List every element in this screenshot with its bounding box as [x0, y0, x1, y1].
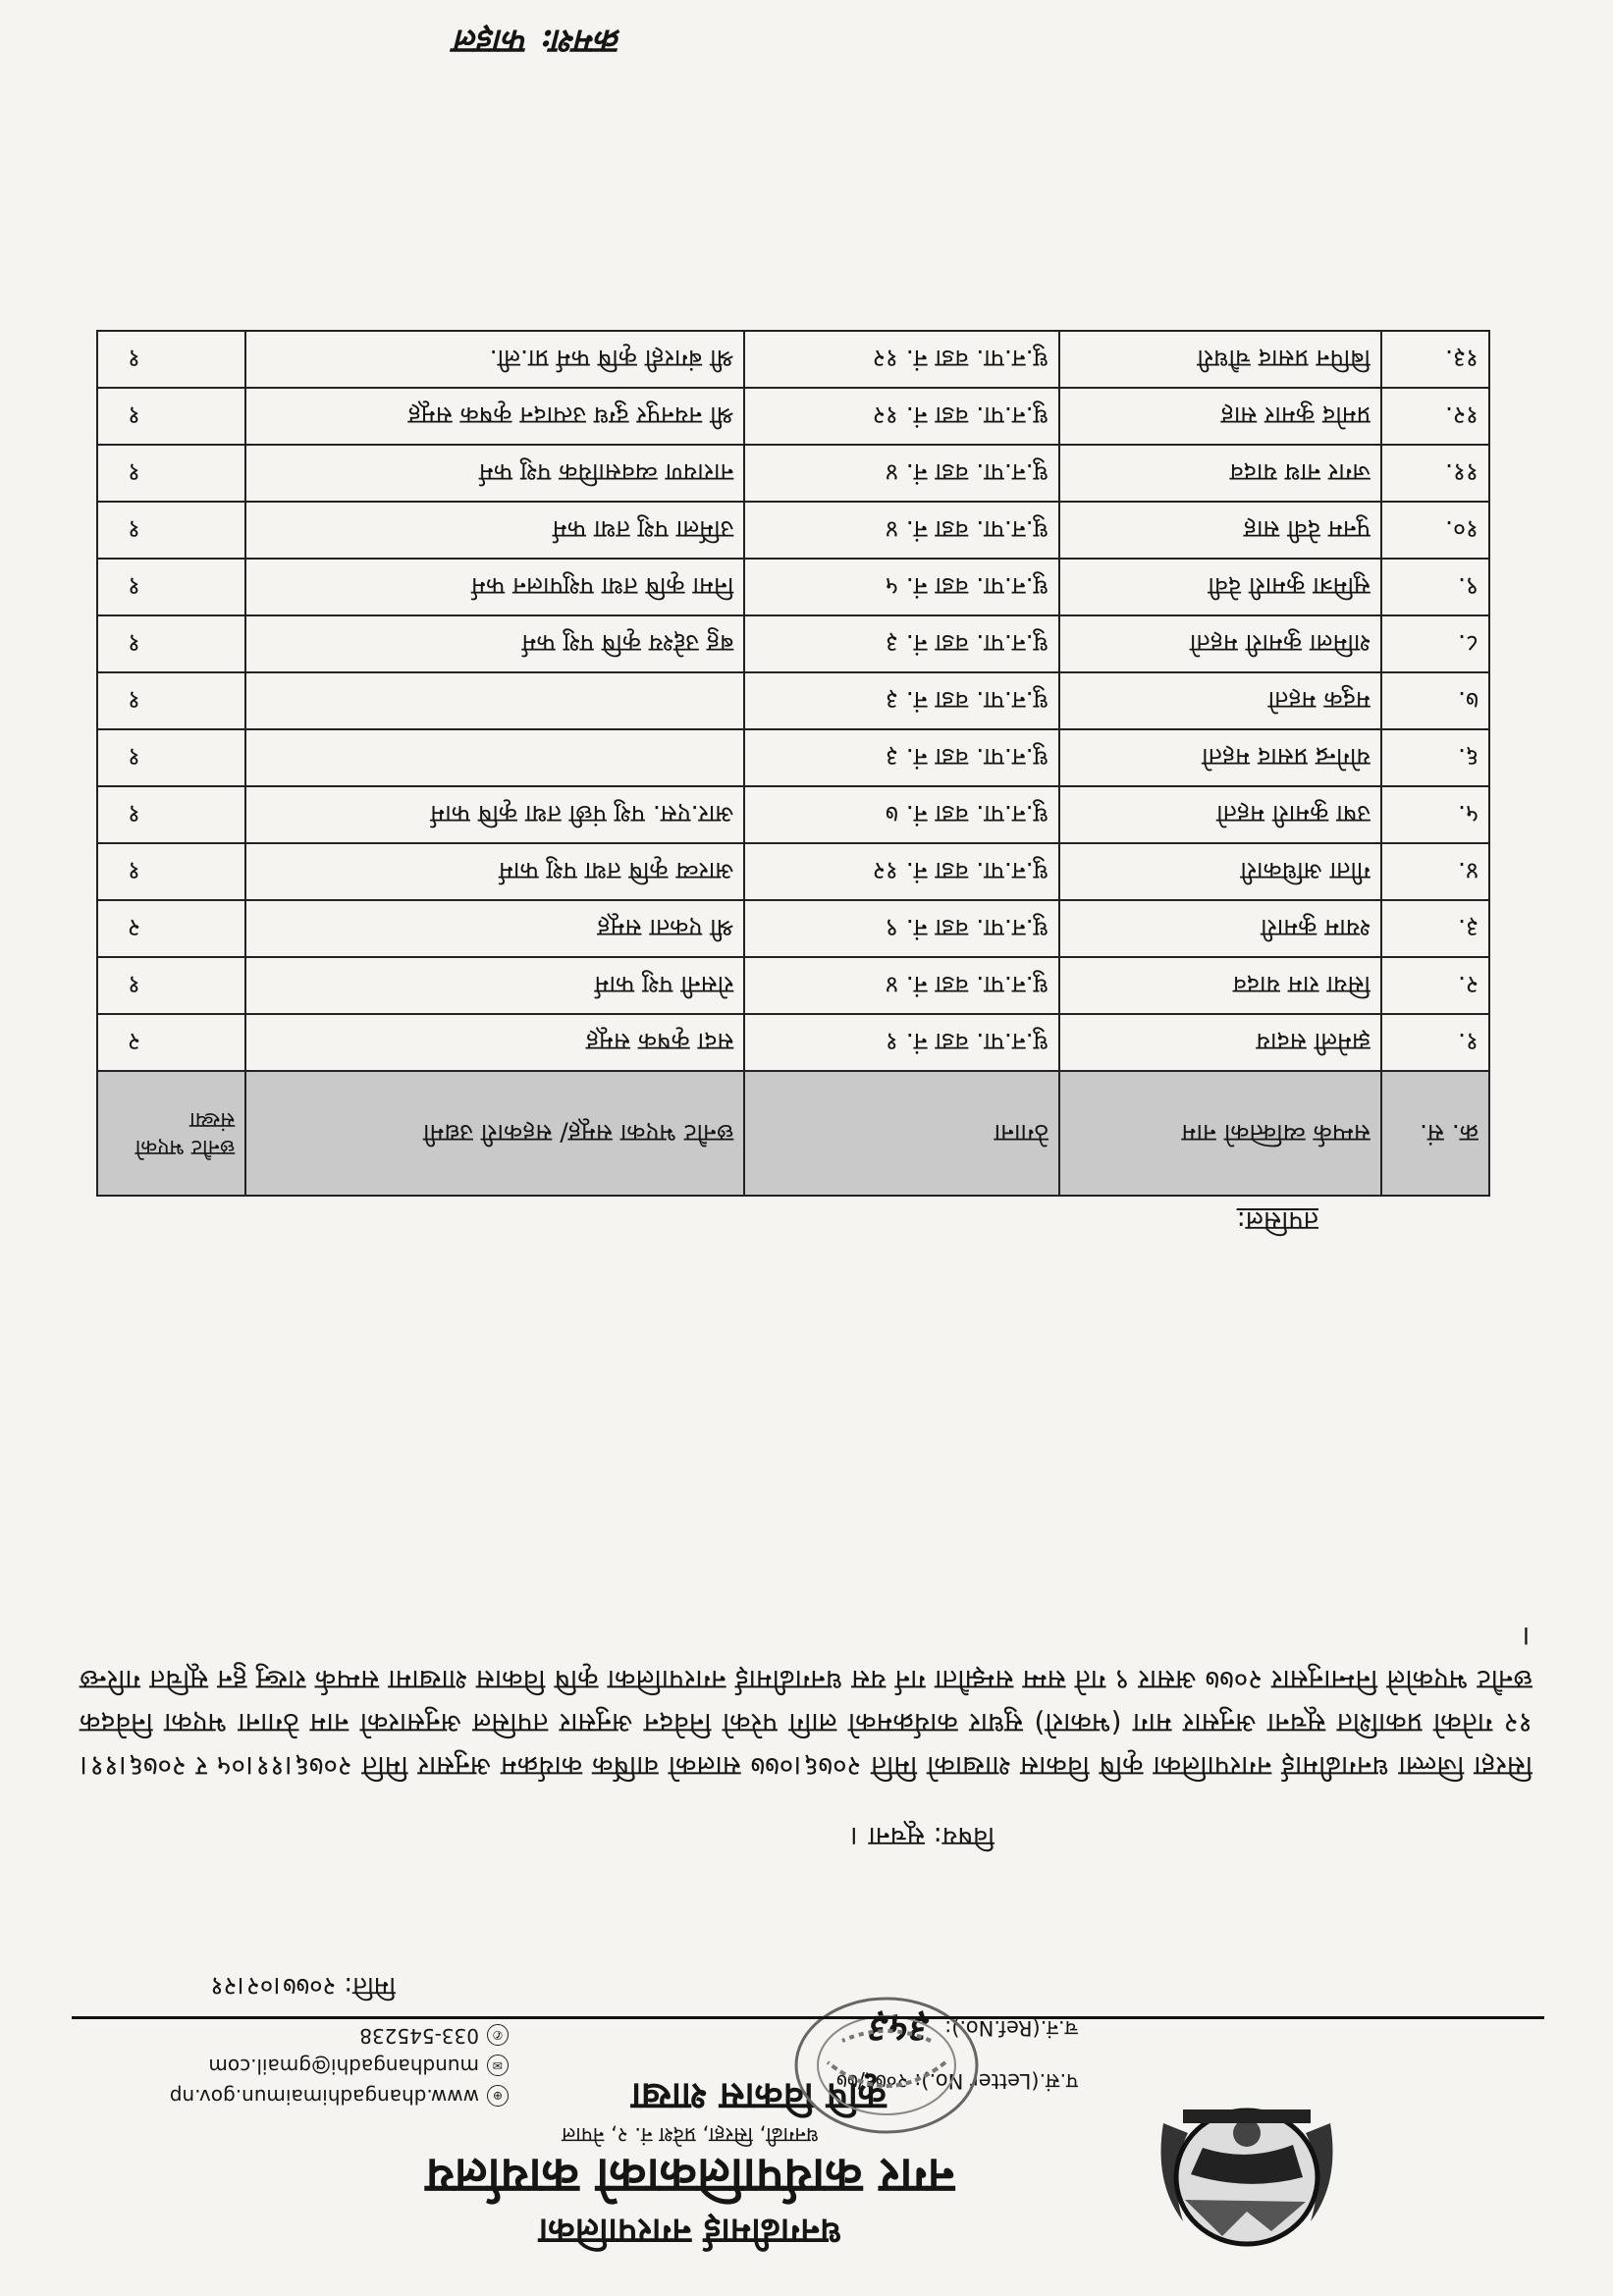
cell-name: पुनम देवी साह: [1059, 502, 1381, 559]
cell-address: धु.न.पा. वडा नं. १: [744, 1014, 1059, 1071]
cell-group: [245, 729, 744, 786]
cell-group: श्री बंगरही कृषि फर्म प्रा.ली.: [245, 331, 744, 388]
globe-icon: ⊕: [487, 2086, 509, 2108]
cell-address: धु.न.पा. वडा नं. १२: [744, 843, 1059, 900]
cell-group: आरव्य कृषि तथा पशु फार्म: [245, 843, 744, 900]
email-link[interactable]: mundhangadhi@gmail.com: [208, 2055, 479, 2078]
cell-count: १: [97, 843, 245, 900]
cell-serial: ७.: [1381, 672, 1489, 729]
cell-group: श्री नयनपुर दुग्ध उत्पादन कृषक समूह: [245, 388, 744, 445]
cell-serial: २.: [1381, 957, 1489, 1014]
reference-number-label: च.नं.(Ref.No.):: [944, 2016, 1078, 2040]
table-row: [97, 559, 1489, 615]
selected-applicants-table: [96, 330, 1490, 1197]
cell-serial: ३.: [1381, 900, 1489, 957]
cell-group: नारायण व्यवसायिक पशु फर्म: [245, 445, 744, 502]
cell-name: झमेली सदाय: [1059, 1014, 1381, 1071]
website-link[interactable]: www.dhangadhimaimun.gov.np: [169, 2085, 479, 2109]
cell-count: २: [97, 900, 245, 957]
cell-count: १: [97, 672, 245, 729]
cell-group: सदा कृषक समूह: [245, 1014, 744, 1071]
cell-serial: १.: [1381, 1014, 1489, 1071]
cell-count: १: [97, 502, 245, 559]
table-row: [97, 615, 1489, 672]
letter-number: प.सं.(Letter No.): २०७६/७७: [835, 2069, 1078, 2093]
cell-name: शमिला कुमारी महतो: [1059, 615, 1381, 672]
cell-group: श्री एकता समूह: [245, 900, 744, 957]
cell-serial: ९.: [1381, 559, 1489, 615]
municipality-name: धनगढीमाई नगरपालिका: [538, 2211, 842, 2251]
cell-address: धु.न.पा. वडा नं. १२: [744, 331, 1059, 388]
cell-address: धु.न.पा. वडा नं. ३: [744, 672, 1059, 729]
cell-serial: ८.: [1381, 615, 1489, 672]
cell-count: २: [97, 1014, 245, 1071]
cell-count: १: [97, 331, 245, 388]
cell-name: सिया राम यादव: [1059, 957, 1381, 1014]
cell-serial: ११.: [1381, 445, 1489, 502]
header-divider: [72, 2016, 1544, 2019]
cell-count: १: [97, 388, 245, 445]
header-serial: क्र. सं.: [1381, 1071, 1489, 1196]
cell-address: धु.न.पा. वडा नं. ५: [744, 559, 1059, 615]
cell-address: धु.न.पा. वडा नं. ४: [744, 957, 1059, 1014]
cell-group: बहु उद्देश्य कृषि पशु फर्म: [245, 615, 744, 672]
table-row: [97, 786, 1489, 843]
cell-serial: ६.: [1381, 729, 1489, 786]
cell-address: धु.न.पा. वडा नं. ७: [744, 786, 1059, 843]
office-stamp: [788, 1992, 985, 2139]
table-row: [97, 445, 1489, 502]
department-name: कृषि विकास शाखा: [631, 2075, 887, 2118]
email-row: [47, 2051, 509, 2081]
phone-row: [47, 2020, 509, 2051]
cell-name: मदुक महतो: [1059, 672, 1381, 729]
cell-count: १: [97, 786, 245, 843]
cell-count: १: [97, 729, 245, 786]
cell-group: उर्मिला पशु तथा फर्म: [245, 502, 744, 559]
table-row: [97, 672, 1489, 729]
cell-count: १: [97, 615, 245, 672]
cell-group: आर.एस. पशु पंछी तथा कृषि फार्म: [245, 786, 744, 843]
cell-group: रोसनी पशु फार्म: [245, 957, 744, 1014]
header-contact-name: सम्पर्क व्यक्तिको नाम: [1059, 1071, 1381, 1196]
cell-name: जगर नाथ यादव: [1059, 445, 1381, 502]
cell-name: बिपिन प्रसाद चौधरी: [1059, 331, 1381, 388]
cell-name: प्रमोद कुमार साह: [1059, 388, 1381, 445]
cell-address: धु.न.पा. वडा नं. ४: [744, 445, 1059, 502]
cell-address: धु.न.पा. वडा नं. ९: [744, 900, 1059, 957]
letter-date: मिति: २०७७।०२।२१: [210, 1971, 396, 2001]
header-address: ठेगाना: [744, 1071, 1059, 1196]
cell-serial: १०.: [1381, 502, 1489, 559]
cell-name: गीता अधिकारी: [1059, 843, 1381, 900]
mail-icon: ✉: [487, 2056, 509, 2077]
cell-name: श्याम कुमारी: [1059, 900, 1381, 957]
phone-icon: ✆: [487, 2025, 509, 2047]
table-row: [97, 729, 1489, 786]
office-address: धनगढी, सिरहा, प्रदेश नं. २, नेपाल: [562, 2123, 819, 2147]
cell-count: १: [97, 957, 245, 1014]
table-header-row: [97, 1071, 1489, 1196]
cell-name: उषा कुमारी महतो: [1059, 786, 1381, 843]
cell-serial: ५.: [1381, 786, 1489, 843]
header-count: छनौट भएको संख्या: [97, 1071, 245, 1196]
cell-address: धु.न.पा. वडा नं. १२: [744, 388, 1059, 445]
cell-name: सुमित्रा कुमारी देवी: [1059, 559, 1381, 615]
cell-serial: १३.: [1381, 331, 1489, 388]
cell-serial: ४.: [1381, 843, 1489, 900]
handwritten-approval-note: क्रमश: फाइल: [456, 22, 621, 61]
table-row: [97, 331, 1489, 388]
contact-block: [47, 2020, 509, 2111]
letter-subject: विषय: सूचना ।: [849, 1821, 995, 1851]
table-row: [97, 502, 1489, 559]
office-name: नगर कार्यपालिकाको कार्यालय: [425, 2148, 955, 2205]
reference-number-value: ३५३: [871, 2005, 933, 2052]
cell-count: १: [97, 559, 245, 615]
cell-serial: १२.: [1381, 388, 1489, 445]
header-group: छनौट भएका समूह/ सहकारी उद्यमी: [245, 1071, 744, 1196]
cell-address: धु.न.पा. वडा नं. ३: [744, 729, 1059, 786]
cell-count: १: [97, 445, 245, 502]
list-heading: तपसिल:: [1236, 1205, 1318, 1236]
cell-group: [245, 672, 744, 729]
website-row: [47, 2081, 509, 2111]
table-row: [97, 957, 1489, 1014]
table-row: [97, 388, 1489, 445]
notice-body: सिरहा जिल्ला धनगढीमाई नगरपालिका कृषि विकास शाखाको मिति २०७६।०७७ सालको वार्षिक कार्यक्रम अनुसार मिति २०७६।११।०५ र २०७६।११।१२ गतेको प्रकाशित सूचना अनुसार माग (भकारो) सुधार कार्यक्रमको लागि परेको निवेदन अनुसार तपसिल अनुसारको नाम ठेगाना भएका निवेदक छनौट भएकोले निम्नानुसार २०७७ असार ९ गते सम्म सम्झौता गर्न यस धनगढीमाई नगरपालिका कृषि विकास शाखामा सम्पर्क राख्नु हुन सूचित गरिन्छ ।: [80, 1621, 1532, 1783]
cell-address: धु.न.पा. वडा नं. ३: [744, 615, 1059, 672]
phone-number: 033-545238: [359, 2024, 479, 2048]
cell-group: निमा कृषि तथा पशुपालन फर्म: [245, 559, 744, 615]
table-row: [97, 900, 1489, 957]
cell-name: योगेन्द्र प्रसाद महतो: [1059, 729, 1381, 786]
table-row: [97, 1014, 1489, 1071]
table-row: [97, 843, 1489, 900]
cell-address: धु.न.पा. वडा नं. ४: [744, 502, 1059, 559]
